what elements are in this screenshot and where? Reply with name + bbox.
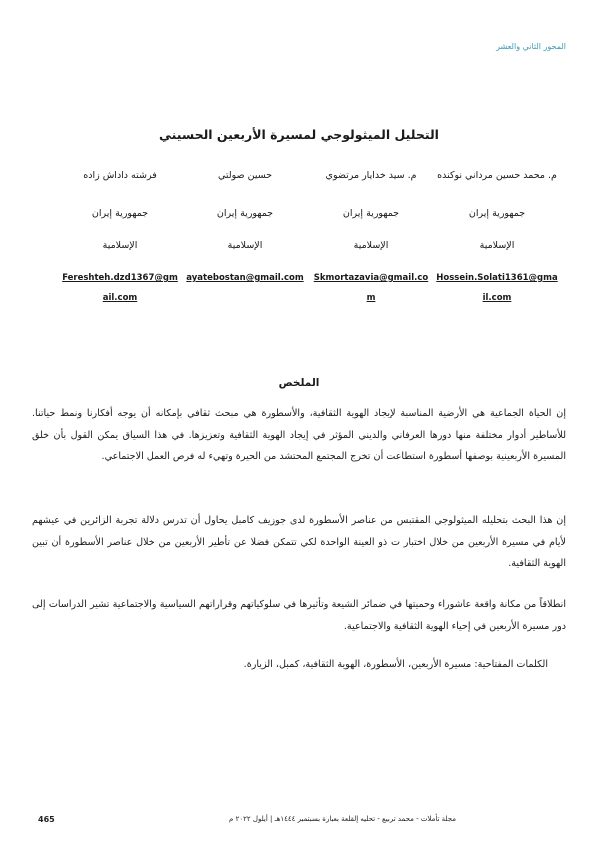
- author-country: جمهورية إيران: [342, 208, 400, 219]
- author-country: جمهورية إيران: [216, 208, 274, 219]
- author-name: م. سيد خدايار مرتضوي: [325, 170, 417, 181]
- page-footer: [38, 815, 566, 829]
- author-region: الإسلامية: [227, 240, 263, 251]
- author-block: [60, 168, 180, 303]
- running-head: المحور الثاني والعشر: [496, 42, 566, 51]
- paper-title: التحليل الميثولوجي لمسيرة الأربعين الحسيني: [159, 127, 439, 142]
- author-block: [186, 168, 304, 283]
- author-block: [312, 168, 430, 303]
- author-country: جمهورية إيران: [468, 208, 526, 219]
- author-name: م. محمد حسين مرداني نوكنده: [437, 170, 557, 181]
- author-email-link[interactable]: Skmortazavia@gmail.com: [313, 273, 429, 303]
- author-region: الإسلامية: [353, 240, 389, 251]
- author-region: الإسلامية: [102, 240, 138, 251]
- keywords-line: الكلمات المفتاحية: مسيرة الأربعين، الأسطورة، الهوية الثقافية، كمبل، الزيارة.: [243, 659, 548, 670]
- author-email-link[interactable]: Fereshteh.dzd1367@gmail.com: [62, 273, 178, 303]
- page-number: 465: [38, 815, 55, 824]
- author-list: [60, 168, 558, 338]
- journal-citation: مجلة تأملات - محمد تربيع - تحليه إلقلعة بعبارة بسبتمبر ١٤٤٤هـ | أيلول ٢٠٢٢ م: [229, 815, 456, 823]
- abstract-paragraph: انطلاقاً من مكانة واقعة عاشوراء وحميتها في ضمائر الشيعة وتأثيرها في سلوكياتهم وقراراتهم السياسية والاجتماعية تشير الدراسات إلى دور مسيرة الأربعين في إحياء الهوية الثقافية والاجتماعية.: [32, 599, 566, 632]
- author-country: جمهورية إيران: [91, 208, 149, 219]
- abstract-paragraph: إن الحياة الجماعية هي الأرضية المناسبة لإيجاد الهوية الثقافية، والأسطورة هي مبحث ثقافي بإمكانه أن يوجه أفكارنا ونمط حياتنا. للأساطير أدوار مختلفة منها دورها العرفاني والديني المؤثر في إيجاد الهوية الثقافية وتعزيزها. في هذا السياق يمكن القول بأن خلق المسيرة الأربعينية بوصفها أسطورة استطاعت أن تخرج المجتمع المحتشد من الحيرة وتهيء له فرص العمل الاجتماعي.: [32, 408, 566, 462]
- author-name: حسين صولتي: [217, 170, 273, 181]
- author-region: الإسلامية: [479, 240, 515, 251]
- author-email-link[interactable]: ayatebostan@gmail.com: [186, 273, 304, 283]
- abstract-paragraph: إن هذا البحث بتحليله الميثولوجي المقتبس من عناصر الأسطورة لدى جوزيف كامبل يحاول أن تدرس دلالة تجربة الزائرين في عيشهم لأيام في مسيرة الأربعين من خلال اختبار ت ذو العينة الواحدة لكي تتمكن فضلا عن تأطير الأربعين من خلال عناصر الأسطورة أن تبين الهوية الثقافية.: [32, 515, 566, 569]
- author-block: [436, 168, 558, 303]
- author-name: فرشته داداش زاده: [83, 170, 157, 181]
- abstract-heading: الملخص: [278, 377, 320, 389]
- author-email-link[interactable]: Hossein.Solati1361@gmail.com: [436, 273, 558, 303]
